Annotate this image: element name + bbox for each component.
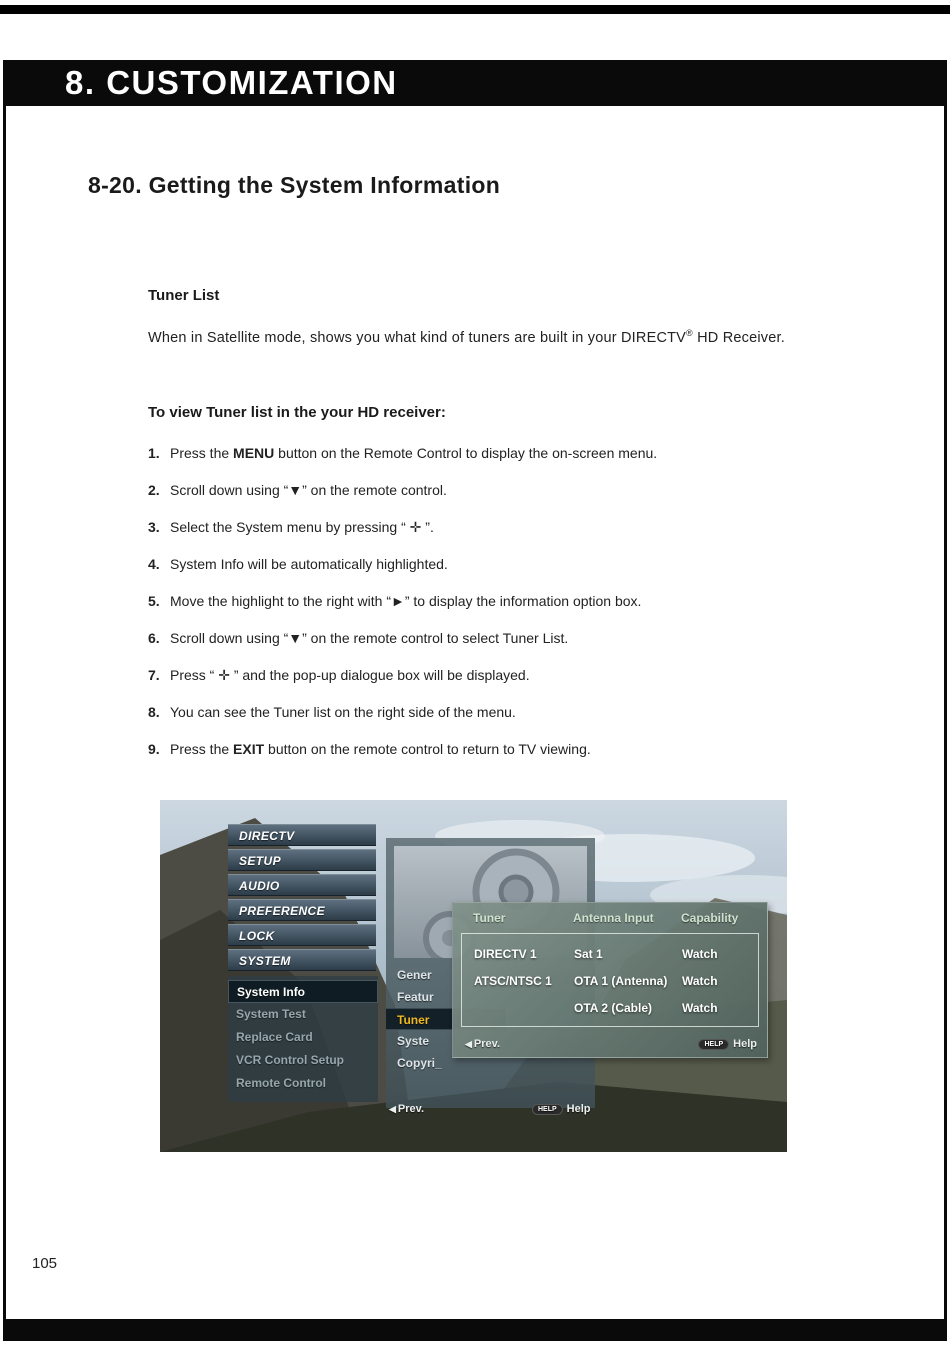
submenu-item-replace-card[interactable]: Replace Card	[236, 1030, 313, 1044]
menu-item-lock[interactable]: LOCK	[228, 924, 376, 946]
info-item-system[interactable]: Syste	[397, 1034, 430, 1048]
step-item-5	[148, 590, 808, 612]
main-menu	[228, 824, 376, 974]
step-number: 2.	[148, 482, 160, 498]
help-label: Help	[733, 1038, 757, 1050]
step-text	[170, 553, 448, 575]
tuner-table	[461, 933, 759, 1027]
section-title: 8-20. Getting the System Information	[88, 172, 501, 198]
submenu-item-remote-control[interactable]: Remote Control	[236, 1076, 326, 1090]
cell-capability: Watch	[682, 946, 718, 961]
step-item-2	[148, 479, 808, 501]
top-border-strip	[0, 5, 950, 14]
popup-header-tuner: Tuner	[473, 911, 506, 925]
prev-label: Prev.	[473, 1038, 501, 1050]
step-text-pre: Press the	[170, 445, 234, 461]
menu-item-audio[interactable]: AUDIO	[228, 874, 376, 896]
tuner-list-heading: Tuner List	[148, 287, 220, 304]
step-text-pre: You can see the Tuner list on the right side of the menu.	[170, 704, 516, 720]
step-text	[170, 516, 434, 538]
menu-item-system[interactable]: SYSTEM	[228, 949, 376, 971]
step-text-pre: Scroll down using “▼” on the remote control.	[170, 482, 447, 498]
menu-item-directv[interactable]: DIRECTV	[228, 824, 376, 846]
step-text-pre: Press the	[170, 741, 234, 757]
step-text	[170, 590, 641, 612]
info-item-features[interactable]: Featur	[397, 990, 434, 1004]
menu-item-setup[interactable]: SETUP	[228, 849, 376, 871]
step-item-8	[148, 701, 808, 723]
info-item-general[interactable]: Gener	[397, 968, 432, 982]
paragraph-text-end: HD Receiver.	[692, 329, 785, 346]
info-item-tuner[interactable]: Tuner	[386, 1008, 506, 1030]
prev-arrow-icon: ◀	[389, 1104, 396, 1114]
step-item-9	[148, 738, 808, 760]
popup-header-capability: Capability	[681, 911, 739, 925]
help-label: Help	[566, 1103, 591, 1115]
step-number: 8.	[148, 704, 160, 720]
cell-tuner: ATSC/NTSC 1	[474, 973, 552, 988]
chapter-header: 8. CUSTOMIZATION	[3, 60, 947, 106]
popup-header-row	[461, 911, 759, 925]
step-item-6	[148, 627, 808, 649]
registered-mark: ®	[686, 328, 693, 338]
tv-screenshot	[160, 800, 787, 1152]
step-number: 1.	[148, 445, 160, 461]
step-text-pre: Scroll down using “▼” on the remote control to select Tuner List.	[170, 630, 569, 646]
step-item-1	[148, 442, 808, 464]
step-text	[170, 479, 447, 501]
step-text	[170, 442, 657, 464]
step-item-7	[148, 664, 808, 686]
step-text-post: button on the Remote Control to display the on-screen menu.	[274, 445, 658, 461]
tuner-row-3	[462, 994, 758, 1021]
step-number: 3.	[148, 519, 160, 535]
step-item-4	[148, 553, 808, 575]
step-text	[170, 627, 568, 649]
step-text-pre: Press “ ✛ ” and the pop-up dialogue box will be displayed.	[170, 667, 530, 683]
tuner-list-paragraph	[148, 320, 793, 352]
step-text-pre: Select the System menu by pressing “ ✛ ”.	[170, 519, 434, 535]
submenu-item-system-test[interactable]: System Test	[236, 1007, 306, 1021]
prev-label: Prev.	[397, 1103, 425, 1115]
step-text	[170, 738, 591, 760]
tuner-popup	[452, 902, 768, 1058]
info-item-copyright[interactable]: Copyri_	[397, 1056, 442, 1070]
menu-help-control[interactable]	[532, 1103, 591, 1115]
submenu-item-system-info[interactable]: System Info	[228, 980, 378, 1003]
step-text	[170, 701, 516, 723]
step-number: 5.	[148, 593, 160, 609]
step-number: 9.	[148, 741, 160, 757]
step-text-pre: Move the highlight to the right with “►” to display the information option box.	[170, 593, 642, 609]
menu-item-preference[interactable]: PREFERENCE	[228, 899, 376, 921]
step-text-post: button on the remote control to return to TV viewing.	[264, 741, 591, 757]
system-submenu	[228, 976, 378, 1102]
help-badge-icon: HELP	[698, 1039, 729, 1050]
step-item-3	[148, 516, 808, 538]
cell-tuner: DIRECTV 1	[474, 946, 537, 961]
step-number: 7.	[148, 667, 160, 683]
cell-antenna: OTA 2 (Cable)	[574, 1000, 653, 1015]
step-number: 4.	[148, 556, 160, 572]
steps-list	[148, 442, 808, 775]
cell-capability: Watch	[682, 973, 718, 988]
step-text	[170, 664, 530, 686]
help-badge-icon: HELP	[532, 1104, 563, 1115]
page-number: 105	[32, 1255, 58, 1272]
submenu-item-vcr-control-setup[interactable]: VCR Control Setup	[236, 1053, 344, 1067]
step-text-bold: MENU	[233, 445, 275, 461]
popup-header-antenna-input: Antenna Input	[573, 911, 654, 925]
cell-capability: Watch	[682, 1000, 718, 1015]
paragraph-text: When in Satellite mode, shows you what kind of tuners are built in your DIRECTV	[148, 329, 687, 346]
cell-antenna: Sat 1	[574, 946, 603, 961]
menu-prev-control[interactable]	[389, 1103, 424, 1115]
tuner-row-1	[462, 940, 758, 967]
prev-arrow-icon: ◀	[465, 1039, 472, 1049]
step-text-bold: EXIT	[233, 741, 265, 757]
steps-heading: To view Tuner list in the your HD receiver:	[148, 404, 446, 421]
popup-prev-control[interactable]	[465, 1038, 500, 1050]
step-number: 6.	[148, 630, 160, 646]
tuner-row-2	[462, 967, 758, 994]
step-text-pre: System Info will be automatically highlighted.	[170, 556, 448, 572]
popup-help-control[interactable]	[698, 1038, 757, 1050]
cell-antenna: OTA 1 (Antenna)	[574, 973, 668, 988]
